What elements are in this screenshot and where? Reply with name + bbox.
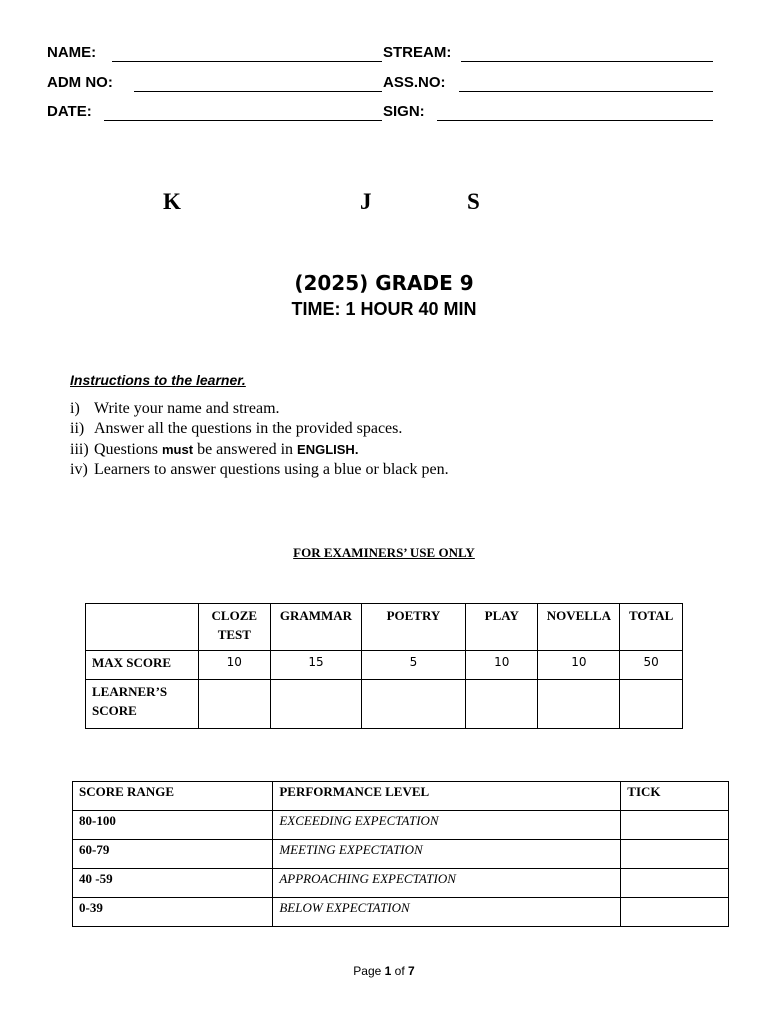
score-range-cell: 60-79: [73, 840, 273, 869]
date-field[interactable]: [104, 120, 382, 121]
school-letter-j: J: [360, 189, 372, 214]
score-range-cell: 0-39: [73, 898, 273, 927]
tick-cell[interactable]: [621, 898, 729, 927]
school-letter-k: K: [163, 189, 181, 214]
score-range-cell: 40 -59: [73, 869, 273, 898]
max-score-cell: 50: [620, 651, 683, 680]
school-letter-s: S: [467, 189, 480, 214]
performance-level-cell: EXCEEDING EXPECTATION: [273, 811, 621, 840]
exam-time: TIME: 1 HOUR 40 MIN: [291, 299, 477, 319]
instruction-text: Learners to answer questions using a blue or black pen.: [94, 461, 449, 478]
max-score-cell: 5: [361, 651, 465, 680]
score-table: [85, 603, 683, 729]
row-header: LEARNER’S SCORE: [86, 680, 199, 729]
table-row: [73, 782, 729, 811]
of-word: of: [394, 964, 405, 978]
sign-label: SIGN:: [383, 103, 425, 120]
table-row: [86, 651, 683, 680]
page-word: Page: [353, 964, 382, 978]
stream-label: STREAM:: [383, 44, 452, 61]
instruction-text: Write your name and stream.: [94, 400, 280, 417]
total-pages: 7: [408, 964, 415, 978]
instruction-text: be answered in: [193, 441, 298, 458]
learner-score-input[interactable]: [466, 680, 538, 729]
adm-no-label: ADM NO:: [47, 74, 113, 91]
column-header: POETRY: [361, 604, 465, 651]
instruction-item: [70, 400, 280, 418]
column-header: GRAMMAR: [271, 604, 362, 651]
exam-title: (2025) GRADE 9: [294, 271, 474, 295]
instruction-number: iv): [70, 461, 88, 478]
table-row: [73, 811, 729, 840]
column-header: TICK: [621, 782, 729, 811]
instruction-emphasis: must: [162, 442, 194, 457]
tick-cell[interactable]: [621, 869, 729, 898]
column-header: CLOZE TEST: [198, 604, 271, 651]
name-label: NAME:: [47, 44, 97, 61]
learner-score-input[interactable]: [198, 680, 271, 729]
performance-level-cell: BELOW EXPECTATION: [273, 898, 621, 927]
examiners-heading: FOR EXAMINERS’ USE ONLY: [293, 545, 475, 560]
tick-cell[interactable]: [621, 811, 729, 840]
column-header: PLAY: [466, 604, 538, 651]
table-row: [86, 680, 683, 729]
max-score-cell: 10: [538, 651, 620, 680]
learner-score-input[interactable]: [538, 680, 620, 729]
performance-table: [72, 781, 729, 927]
column-header: NOVELLA: [538, 604, 620, 651]
date-label: DATE:: [47, 103, 92, 120]
table-row: [73, 869, 729, 898]
table-cell-blank: [86, 604, 199, 651]
page-number: 1: [384, 964, 392, 978]
score-range-cell: 80-100: [73, 811, 273, 840]
instructions-heading: Instructions to the learner.: [70, 372, 246, 388]
learner-score-input[interactable]: [620, 680, 683, 729]
instruction-item: [70, 420, 402, 438]
instruction-text: Answer all the questions in the provided spaces.: [94, 420, 403, 437]
adm-no-field[interactable]: [134, 91, 382, 92]
column-header: SCORE RANGE: [73, 782, 273, 811]
table-row: [86, 604, 683, 651]
performance-level-cell: APPROACHING EXPECTATION: [273, 869, 621, 898]
max-score-cell: 10: [198, 651, 271, 680]
column-header: PERFORMANCE LEVEL: [273, 782, 621, 811]
column-header: TOTAL: [620, 604, 683, 651]
instruction-emphasis: ENGLISH.: [297, 442, 359, 457]
table-row: [73, 898, 729, 927]
table-row: [73, 840, 729, 869]
performance-level-cell: MEETING EXPECTATION: [273, 840, 621, 869]
ass-no-label: ASS.NO:: [383, 74, 446, 91]
max-score-cell: 15: [271, 651, 362, 680]
max-score-cell: 10: [466, 651, 538, 680]
page-footer: [0, 964, 768, 978]
learner-score-input[interactable]: [361, 680, 465, 729]
name-field[interactable]: [112, 61, 382, 62]
ass-no-field[interactable]: [459, 91, 713, 92]
instruction-item: [70, 441, 358, 459]
instruction-text: Questions: [94, 441, 162, 458]
instruction-number: ii): [70, 420, 85, 437]
learner-score-input[interactable]: [271, 680, 362, 729]
sign-field[interactable]: [437, 120, 713, 121]
instruction-number: i): [70, 400, 80, 417]
row-header: MAX SCORE: [86, 651, 199, 680]
instruction-number: iii): [70, 441, 89, 458]
instruction-item: [70, 461, 449, 479]
stream-field[interactable]: [461, 61, 713, 62]
tick-cell[interactable]: [621, 840, 729, 869]
